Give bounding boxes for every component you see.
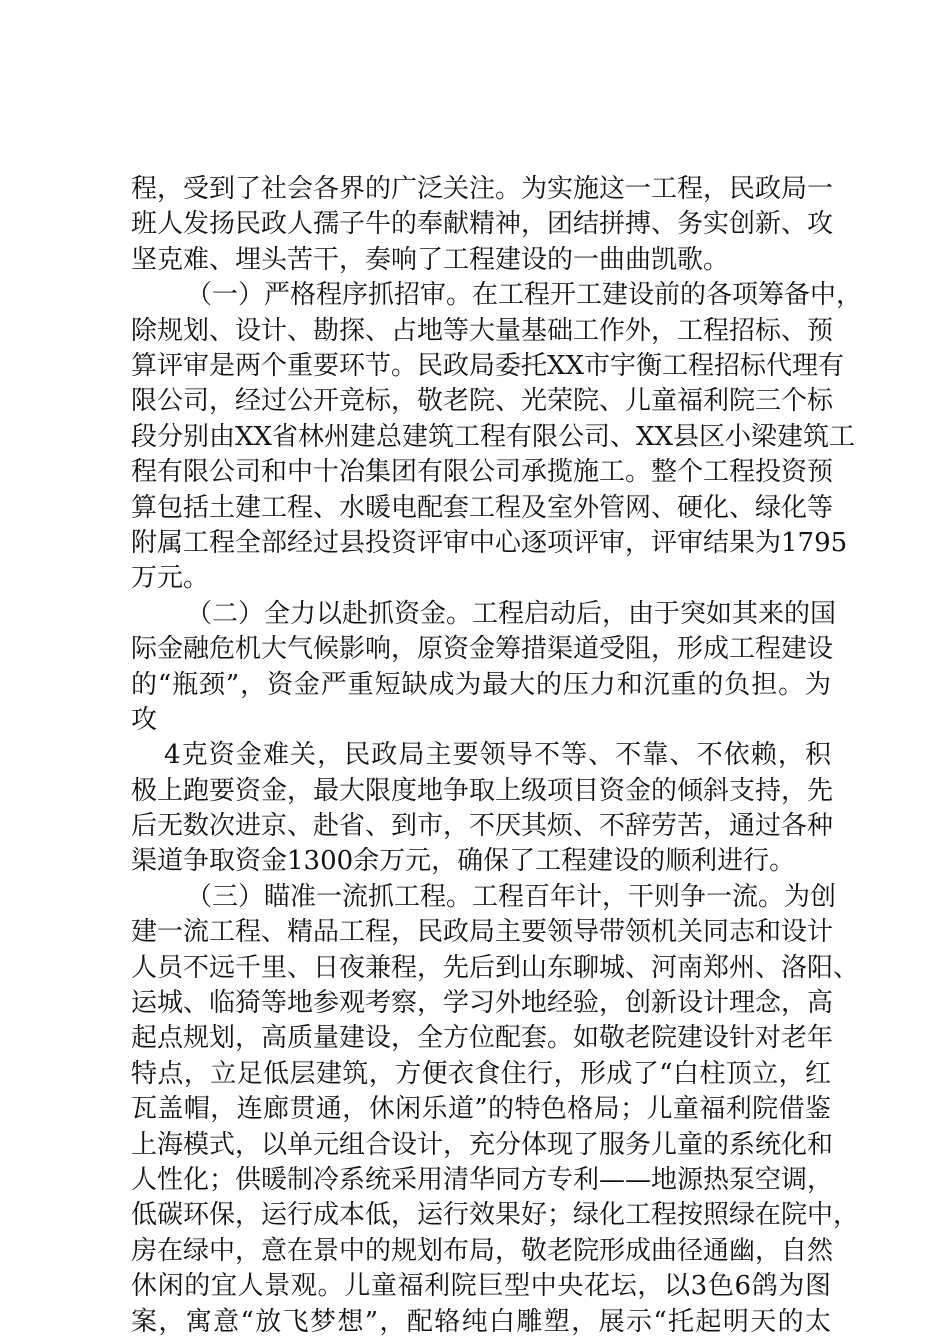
text-line: 房在绿中，意在景中的规划布局，敬老院形成曲径通幽，自然 [131, 1235, 834, 1266]
text-line: 建一流工程、精品工程，民政局主要领导带领机关同志和设计 [131, 917, 834, 948]
text-line: 案，寓意“放飞梦想”，配辂纯白雕塑，展示“托起明天的太 [131, 1306, 831, 1337]
text-line: 休闲的宜人景观。儿童福利院巨型中央花坛，以3色6鸽为图 [131, 1271, 831, 1302]
section-heading-1: （一）严格程序抓招审。在工程开工建设前的各项筹备中， [186, 280, 863, 311]
text-line: 上海模式，以单元组合设计，充分体现了服务儿童的系统化和 [131, 1129, 834, 1160]
text-line: 攻 [131, 704, 158, 735]
text-line: 运城、临猗等地参观考察，学习外地经验，创新设计理念，高 [131, 988, 834, 1019]
text-line: 4克资金难关，民政局主要领导不等、不靠、不依赖，积 [164, 740, 831, 771]
text-line: 渠道争取资金1300余万元，确保了工程建设的顺利进行。 [131, 846, 796, 877]
text-line: 坚克难、埋头苦干，奏响了工程建设的一曲曲凯歌。 [131, 244, 730, 275]
text-line: 除规划、设计、勘探、占地等大量基础工作外，工程招标、预 [131, 315, 834, 346]
text-line: 特点，立足低层建筑，方便衣食住行，形成了“白柱顶立，红 [131, 1058, 831, 1089]
text-line: 后无数次进京、赴省、到市，不厌其烦、不辞劳苦，通过各种 [131, 811, 834, 842]
text-line: 万元。 [131, 563, 210, 594]
section-heading-3: （三）瞄准一流抓工程。工程百年计，干则争一流。为创 [186, 881, 837, 912]
text-line: 算评审是两个重要环节。民政局委托XX市宇衡工程招标代理有 [131, 350, 845, 381]
text-line: 低碳环保，运行成本低，运行效果好；绿化工程按照绿在院中， [131, 1200, 860, 1231]
text-line: 班人发扬民政人孺子牛的奉献精神，团结拼搏、务实创新、攻 [131, 209, 834, 240]
text-line: 人性化；供暖制冷系统采用清华同方专利——地源热泵空调， [131, 1165, 834, 1196]
text-line: 段分别由XX省林州建总建筑工程有限公司、XX县区小梁建筑工 [131, 421, 856, 452]
text-line: 极上跑要资金，最大限度地争取上级项目资金的倾斜支持，先 [131, 775, 834, 806]
text-line: 起点规划，高质量建设，全方位配套。如敬老院建设针对老年 [131, 1023, 834, 1054]
text-line: 附属工程全部经过县投资评审中心逐项评审，评审结果为1795 [131, 527, 848, 558]
text-line: 算包括土建工程、水暖电配套工程及室外管网、硬化、绿化等 [131, 492, 834, 523]
text-line: 程有限公司和中十冶集团有限公司承揽施工。整个工程投资预 [131, 457, 834, 488]
text-line: 人员不远千里、日夜兼程，先后到山东聊城、河南郑州、洛阳、 [131, 952, 860, 983]
text-line: 际金融危机大气候影响，原资金筹措渠道受阻，形成工程建设 [131, 634, 834, 665]
text-line: 程，受到了社会各界的广泛关注。为实施这一工程，民政局一 [131, 174, 834, 204]
section-heading-2: （二）全力以赴抓资金。工程启动后，由于突如其来的国 [186, 598, 837, 629]
text-line: 瓦盖帽，连廊贯通，休闲乐道”的特色格局；儿童福利院借鉴 [131, 1094, 831, 1125]
text-line: 限公司，经过公开竞标，敬老院、光荣院、儿童福利院三个标 [131, 386, 834, 417]
text-line: 的“瓶颈”，资金严重短缺成为最大的压力和沉重的负担。为 [131, 669, 831, 700]
